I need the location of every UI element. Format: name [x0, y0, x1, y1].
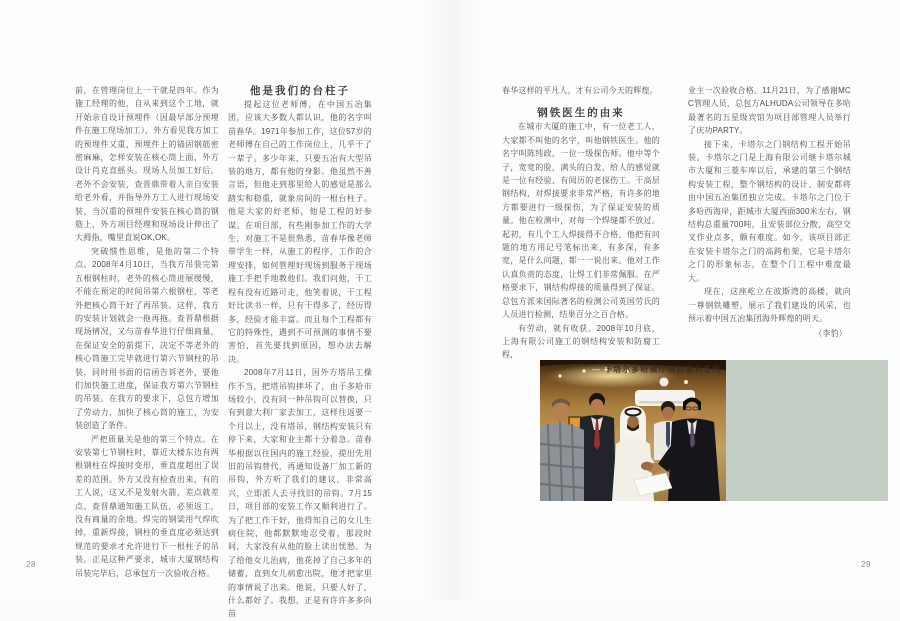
- paragraph: 接下来，卡塔尔之门钢结构工程开始吊装。卡塔尔之门是上海有限公司继卡塔尔城市大厦和三菱车库以后，承建的第三个钢结构安装工程，整个钢结构的设计、制安都将由中国五冶集团独立完成。卡塔尔之门位于多哈西海岸，距城市大厦西面300米左右，钢结构总重量700吨，且安装部位分散，高空交叉作业点多，颇有难度。如今，该项目部正在安装卡塔尔之门的高跨桁架，它是卡塔尔之门的形象标志，在整个门工程中难度最大。: [688, 139, 851, 283]
- sage-green-panel: [726, 360, 888, 501]
- paragraph: 现在，这座屹立在波斯湾的高楼，就向一尊钢铁雕塑，展示了我们建设的风采，也预示着中国五冶集团海外辉煌的明天。: [688, 287, 851, 323]
- paragraph: 2008年7月11日，因外方塔吊工操作不当，把塔吊钩摔坏了，由于多哈市场较小，没有同一种吊钩可以替换，只有到意大利厂家去加工，这样往返要一个月以上，没有塔吊，钢结构安装只有停下来，大家和业主都十分着急。苗春华根据以往国内的施工经验，提出先用旧的吊钩替代，再通知设备厂加工新的吊钩，外方听了我们的建议，非常高兴，立即派人去寻找旧的吊钩。7月15日，项目部的安装工作又顺利进行了。为了把工作干好，他得知自己的女儿生病住院，他都默默地忍受着，那段时间，大家没有从他的脸上读出忧愁。为了给他女儿治病，他花掉了自己多年的储蓄，直到女儿病愈出院，他才把家里的事情说了出来。他说，只要人好了，什么都好了。我想，正是有许许多多向苗: [228, 368, 372, 619]
- caption-text: 卡塔尔多哈展厅项目顺利签约: [604, 365, 722, 374]
- caption-dash-marker: —: [592, 365, 601, 374]
- page28-column-1: [75, 84, 219, 580]
- paragraph: 有劳动，就有收获。2008年10月底，上海有限公司施工的钢结构安装和防腐工程，: [502, 323, 660, 360]
- photo-caption: [592, 365, 721, 375]
- paragraph: 提起这位老师傅，在中国五冶集团，应该大多数人都认识，他的名字叫苗春华。1971年参加工作，这位57岁的老师傅在自己的工作岗位上，几乎干了一辈子。多少年来，只要五冶有大型吊装的地方，都有他的身影。他虽然不善言语，但他走到那里给人的感觉是那么踏实和稳重，就象房间的一根台柱子。他是大家的好老师，他是工程的好参谋。在项目部，有些刚参加工作的大学生，对施工不是很熟悉，苗春华像老师带学生一样，从施工的程序，工作的合理安排，如何管理好现场到服务于现场施工手把手地教他们。我们问他，干工程有没有近路可走，他笑着说，干工程好比读书一样，只有干得多了，经历得多，经验才能丰富。而且每个工程都有它的特殊性，遇到不可预测的事情不要害怕，首先要找到原因，想办法去解决。: [228, 100, 372, 364]
- page29-column-1: [502, 84, 660, 362]
- paragraph: 在城市大厦的施工中，有一位老工人，大家都不叫他的名字，叫他钢铁医生。他的名字叫陈纯政，一位一级探伤师。他中等个子，宽宽的脸，满头的白发，给人的感觉就是一位有经验、有阅历的老探伤工。干高层钢结构，对焊接要求非常严格，有许多的地方都要进行一级探伤，为了保证安装的质量。他在检测中，对每一个焊缝都不放过。起初，有几个工人焊接得不合格，他把有问题的地方用记号笔标出来，有多深，有多宽，是什么问题，都一一说出来。他对工作认真负责的态度，让焊工们非常佩服。在严格要求下，钢结构焊接的质量得到了保证。总包方派来国际著名的检测公司英国劳氏的人员进行检测，结果百分之百合格。: [502, 122, 660, 320]
- paragraph: 业主一次验收合格。11月21日，为了感谢MCC管理人员，总包方ALHUDA公司领导在多哈最著名的五星级宾馆为项目部管理人员举行了庆功PARTY。: [688, 86, 851, 136]
- paragraph: 春华这样的平凡人，才有公司今天的辉煌。: [502, 86, 658, 95]
- center-fold: [420, 0, 480, 600]
- photo-illustration: [540, 360, 726, 501]
- paragraph: 严把质量关是他的第三个特点。在安装第七节钢柱时，靠近大楼东边有两根钢柱在焊接时变形，垂直度超出了误差的范围。外方又没有检查出来，有的工人说，这又不是发射火箭，差点就差点。查晋鼎通知施工队伍，必须返工，没有商量的余地。焊完的钢梁用气焊吹掉，重新焊接，钢柱的垂直度必须达到规范的要求才允许进行下一根柱子的吊装。正是这种严要求，城市大厦钢结构吊装完毕后，总承包方一次验收合格。: [75, 434, 219, 578]
- page28-column-2: [228, 84, 372, 621]
- page29-column-2: [688, 84, 851, 341]
- author-byline: （李豹）: [814, 329, 847, 339]
- article-heading: 钢铁医生的由来: [537, 107, 625, 120]
- paragraph: 前，在管理岗位上一干就是四年。作为施工经理的他，自从来到这个工地，就开始亲自设计预埋件（因最早部分预埋件在施工现场加工），外方看见我方加工的预埋件又重，预埋件上的锚固钢筋密密麻麻，怎样安装在核心筒上面，外方设计肖克直摇头。现场人员加工好后，老外不会安装，查晋鼎带着人亲自安装给老外看，并指导外方工人进行现场安装，当沉重的预埋件安装在核心筒的钢筋上，外方项目经理和现场设计伸出了大拇指，嘴里直说OK,OK。: [75, 86, 219, 243]
- page-number-left: 28: [26, 560, 36, 569]
- page-number-right: 29: [861, 560, 871, 569]
- paragraph: 突破惯性思维，是他的第二个特点。2008年4月10日，当我方吊装完第五根钢柱时，老外的核心筒进展缓慢，不能在预定的时间吊第六根钢柱，等老外把核心筒干好了再吊装。这样，我方的安装计划就会一拖再拖。查晋鼎根据现场情况，又与苗春华进行仔细商量，在保证安全的前提下，决定不等老外的核心筒施工完毕就进行第六节钢柱的吊装，同时用书面的信函告诉老外，要他们加快施工进度，保证我方第六节钢柱的吊装。在我方的要求下，总包方增加了劳动力，加快了核心筒的施工，为安装创造了条件。: [75, 246, 219, 431]
- article-heading: 他是我们的台柱子: [250, 85, 350, 97]
- signing-ceremony-photo: [540, 360, 726, 501]
